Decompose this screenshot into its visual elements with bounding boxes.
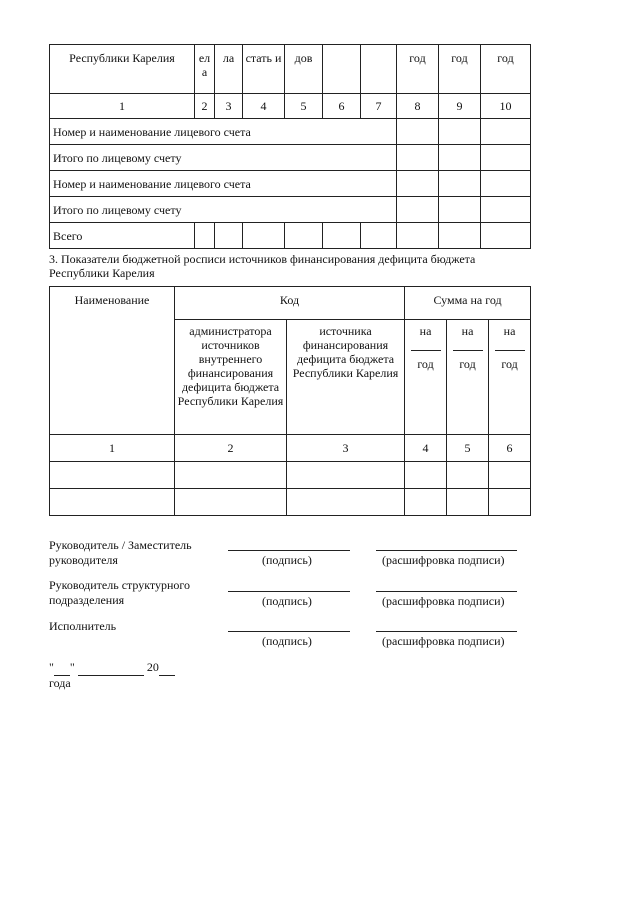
table-cell bbox=[397, 145, 439, 171]
table-cell bbox=[285, 223, 323, 249]
date-year-word: года bbox=[49, 676, 71, 690]
section-title: 3. Показатели бюджетной росписи источников финансирования дефицита бюджета Республики Карелия bbox=[49, 252, 476, 280]
account-total-label: Итого по лицевому счету bbox=[50, 145, 397, 171]
column-number: 6 bbox=[489, 435, 531, 462]
year-header bbox=[489, 320, 531, 435]
table-cell bbox=[397, 197, 439, 223]
name-line bbox=[376, 631, 517, 632]
table-cell bbox=[481, 223, 531, 249]
table-cell bbox=[489, 489, 531, 516]
table-cell bbox=[287, 489, 405, 516]
column-number-row bbox=[50, 94, 531, 119]
signature-line bbox=[228, 631, 350, 632]
date-century: 20 bbox=[146, 660, 159, 674]
executor-signature-label: Исполнитель bbox=[49, 619, 117, 633]
column-number: 2 bbox=[195, 94, 215, 119]
table-row bbox=[50, 223, 531, 249]
year-header-suffix: год bbox=[459, 357, 476, 371]
header-cell bbox=[361, 45, 397, 94]
column-number: 5 bbox=[447, 435, 489, 462]
name-column-header: Наименование bbox=[50, 287, 175, 435]
table-row bbox=[50, 489, 531, 516]
table-row bbox=[50, 119, 531, 145]
table-header-row bbox=[50, 45, 531, 94]
sum-column-header: Сумма на год bbox=[405, 287, 531, 320]
column-number-row bbox=[50, 435, 531, 462]
table-cell bbox=[397, 223, 439, 249]
source-code-header: источника финансирования дефицита бюджета Республики Карелия bbox=[287, 320, 405, 435]
table-cell bbox=[397, 171, 439, 197]
year-header-prefix: на bbox=[503, 324, 516, 338]
table-cell bbox=[50, 462, 175, 489]
column-number: 1 bbox=[50, 435, 175, 462]
column-number: 7 bbox=[361, 94, 397, 119]
table-cell bbox=[481, 197, 531, 223]
code-column-header: Код bbox=[175, 287, 405, 320]
name-line bbox=[376, 550, 517, 551]
account-row-label: Номер и наименование лицевого счета bbox=[50, 119, 397, 145]
year-header-prefix: на bbox=[461, 324, 474, 338]
column-number: 9 bbox=[439, 94, 481, 119]
decode-caption: (расшифровка подписи) bbox=[382, 553, 505, 567]
decode-caption: (расшифровка подписи) bbox=[382, 634, 505, 648]
column-number: 1 bbox=[50, 94, 195, 119]
table-cell bbox=[481, 171, 531, 197]
month-blank bbox=[78, 660, 144, 676]
table-cell bbox=[287, 462, 405, 489]
table-cell bbox=[175, 489, 287, 516]
header-cell: дов bbox=[285, 45, 323, 94]
table-cell bbox=[439, 197, 481, 223]
signature-caption: (подпись) bbox=[262, 594, 312, 608]
struct-signature-label: Руководитель структурного подразделения bbox=[49, 578, 191, 607]
header-cell: ла bbox=[215, 45, 243, 94]
column-number: 6 bbox=[323, 94, 361, 119]
year-blank-line bbox=[495, 350, 525, 351]
header-cell: Республики Карелия bbox=[50, 45, 195, 94]
table-cell bbox=[195, 223, 215, 249]
date-quote-open: " bbox=[49, 660, 54, 674]
year-header bbox=[447, 320, 489, 435]
signature-caption: (подпись) bbox=[262, 553, 312, 567]
table-cell bbox=[481, 119, 531, 145]
column-number: 3 bbox=[287, 435, 405, 462]
deficit-sources-table bbox=[49, 286, 531, 516]
column-number: 3 bbox=[215, 94, 243, 119]
column-number: 4 bbox=[243, 94, 285, 119]
expenditure-table bbox=[49, 44, 531, 249]
table-cell bbox=[439, 223, 481, 249]
table-cell bbox=[439, 145, 481, 171]
table-row bbox=[50, 171, 531, 197]
account-total-label: Итого по лицевому счету bbox=[50, 197, 397, 223]
column-number: 8 bbox=[397, 94, 439, 119]
table-cell bbox=[439, 171, 481, 197]
signature-line bbox=[228, 550, 350, 551]
decode-caption: (расшифровка подписи) bbox=[382, 594, 505, 608]
table-cell bbox=[50, 489, 175, 516]
header-cell: стать и bbox=[243, 45, 285, 94]
admin-code-header: администратора источников внутреннего финансирования дефицита бюджета Республики Карелия bbox=[175, 320, 287, 435]
table-row bbox=[50, 197, 531, 223]
table-cell bbox=[397, 119, 439, 145]
date-field bbox=[49, 660, 175, 691]
year-header-suffix: год bbox=[501, 357, 518, 371]
table-cell bbox=[481, 145, 531, 171]
column-number: 10 bbox=[481, 94, 531, 119]
table-cell bbox=[405, 462, 447, 489]
table-cell bbox=[215, 223, 243, 249]
name-line bbox=[376, 591, 517, 592]
header-cell bbox=[323, 45, 361, 94]
year-header bbox=[405, 320, 447, 435]
day-blank bbox=[54, 660, 70, 676]
table-cell bbox=[447, 462, 489, 489]
table-cell bbox=[447, 489, 489, 516]
grand-total-label: Всего bbox=[50, 223, 195, 249]
table-cell bbox=[175, 462, 287, 489]
table-cell bbox=[439, 119, 481, 145]
year-blank-line bbox=[453, 350, 483, 351]
column-number: 4 bbox=[405, 435, 447, 462]
year-blank-line bbox=[411, 350, 441, 351]
table-cell bbox=[405, 489, 447, 516]
year-blank bbox=[159, 660, 175, 676]
account-row-label: Номер и наименование лицевого счета bbox=[50, 171, 397, 197]
table-row bbox=[50, 145, 531, 171]
header-cell: год bbox=[481, 45, 531, 94]
column-number: 5 bbox=[285, 94, 323, 119]
column-number: 2 bbox=[175, 435, 287, 462]
head-signature-label: Руководитель / Заместитель руководителя bbox=[49, 538, 192, 567]
table-cell bbox=[243, 223, 285, 249]
table-row bbox=[50, 462, 531, 489]
table-cell bbox=[489, 462, 531, 489]
signature-caption: (подпись) bbox=[262, 634, 312, 648]
table-cell bbox=[323, 223, 361, 249]
year-header-suffix: год bbox=[417, 357, 434, 371]
signature-line bbox=[228, 591, 350, 592]
header-cell: год bbox=[439, 45, 481, 94]
table-header-row bbox=[50, 287, 531, 320]
date-quote-close: " bbox=[69, 660, 75, 674]
header-cell: год bbox=[397, 45, 439, 94]
header-cell: ел а bbox=[195, 45, 215, 94]
year-header-prefix: на bbox=[419, 324, 432, 338]
table-cell bbox=[361, 223, 397, 249]
